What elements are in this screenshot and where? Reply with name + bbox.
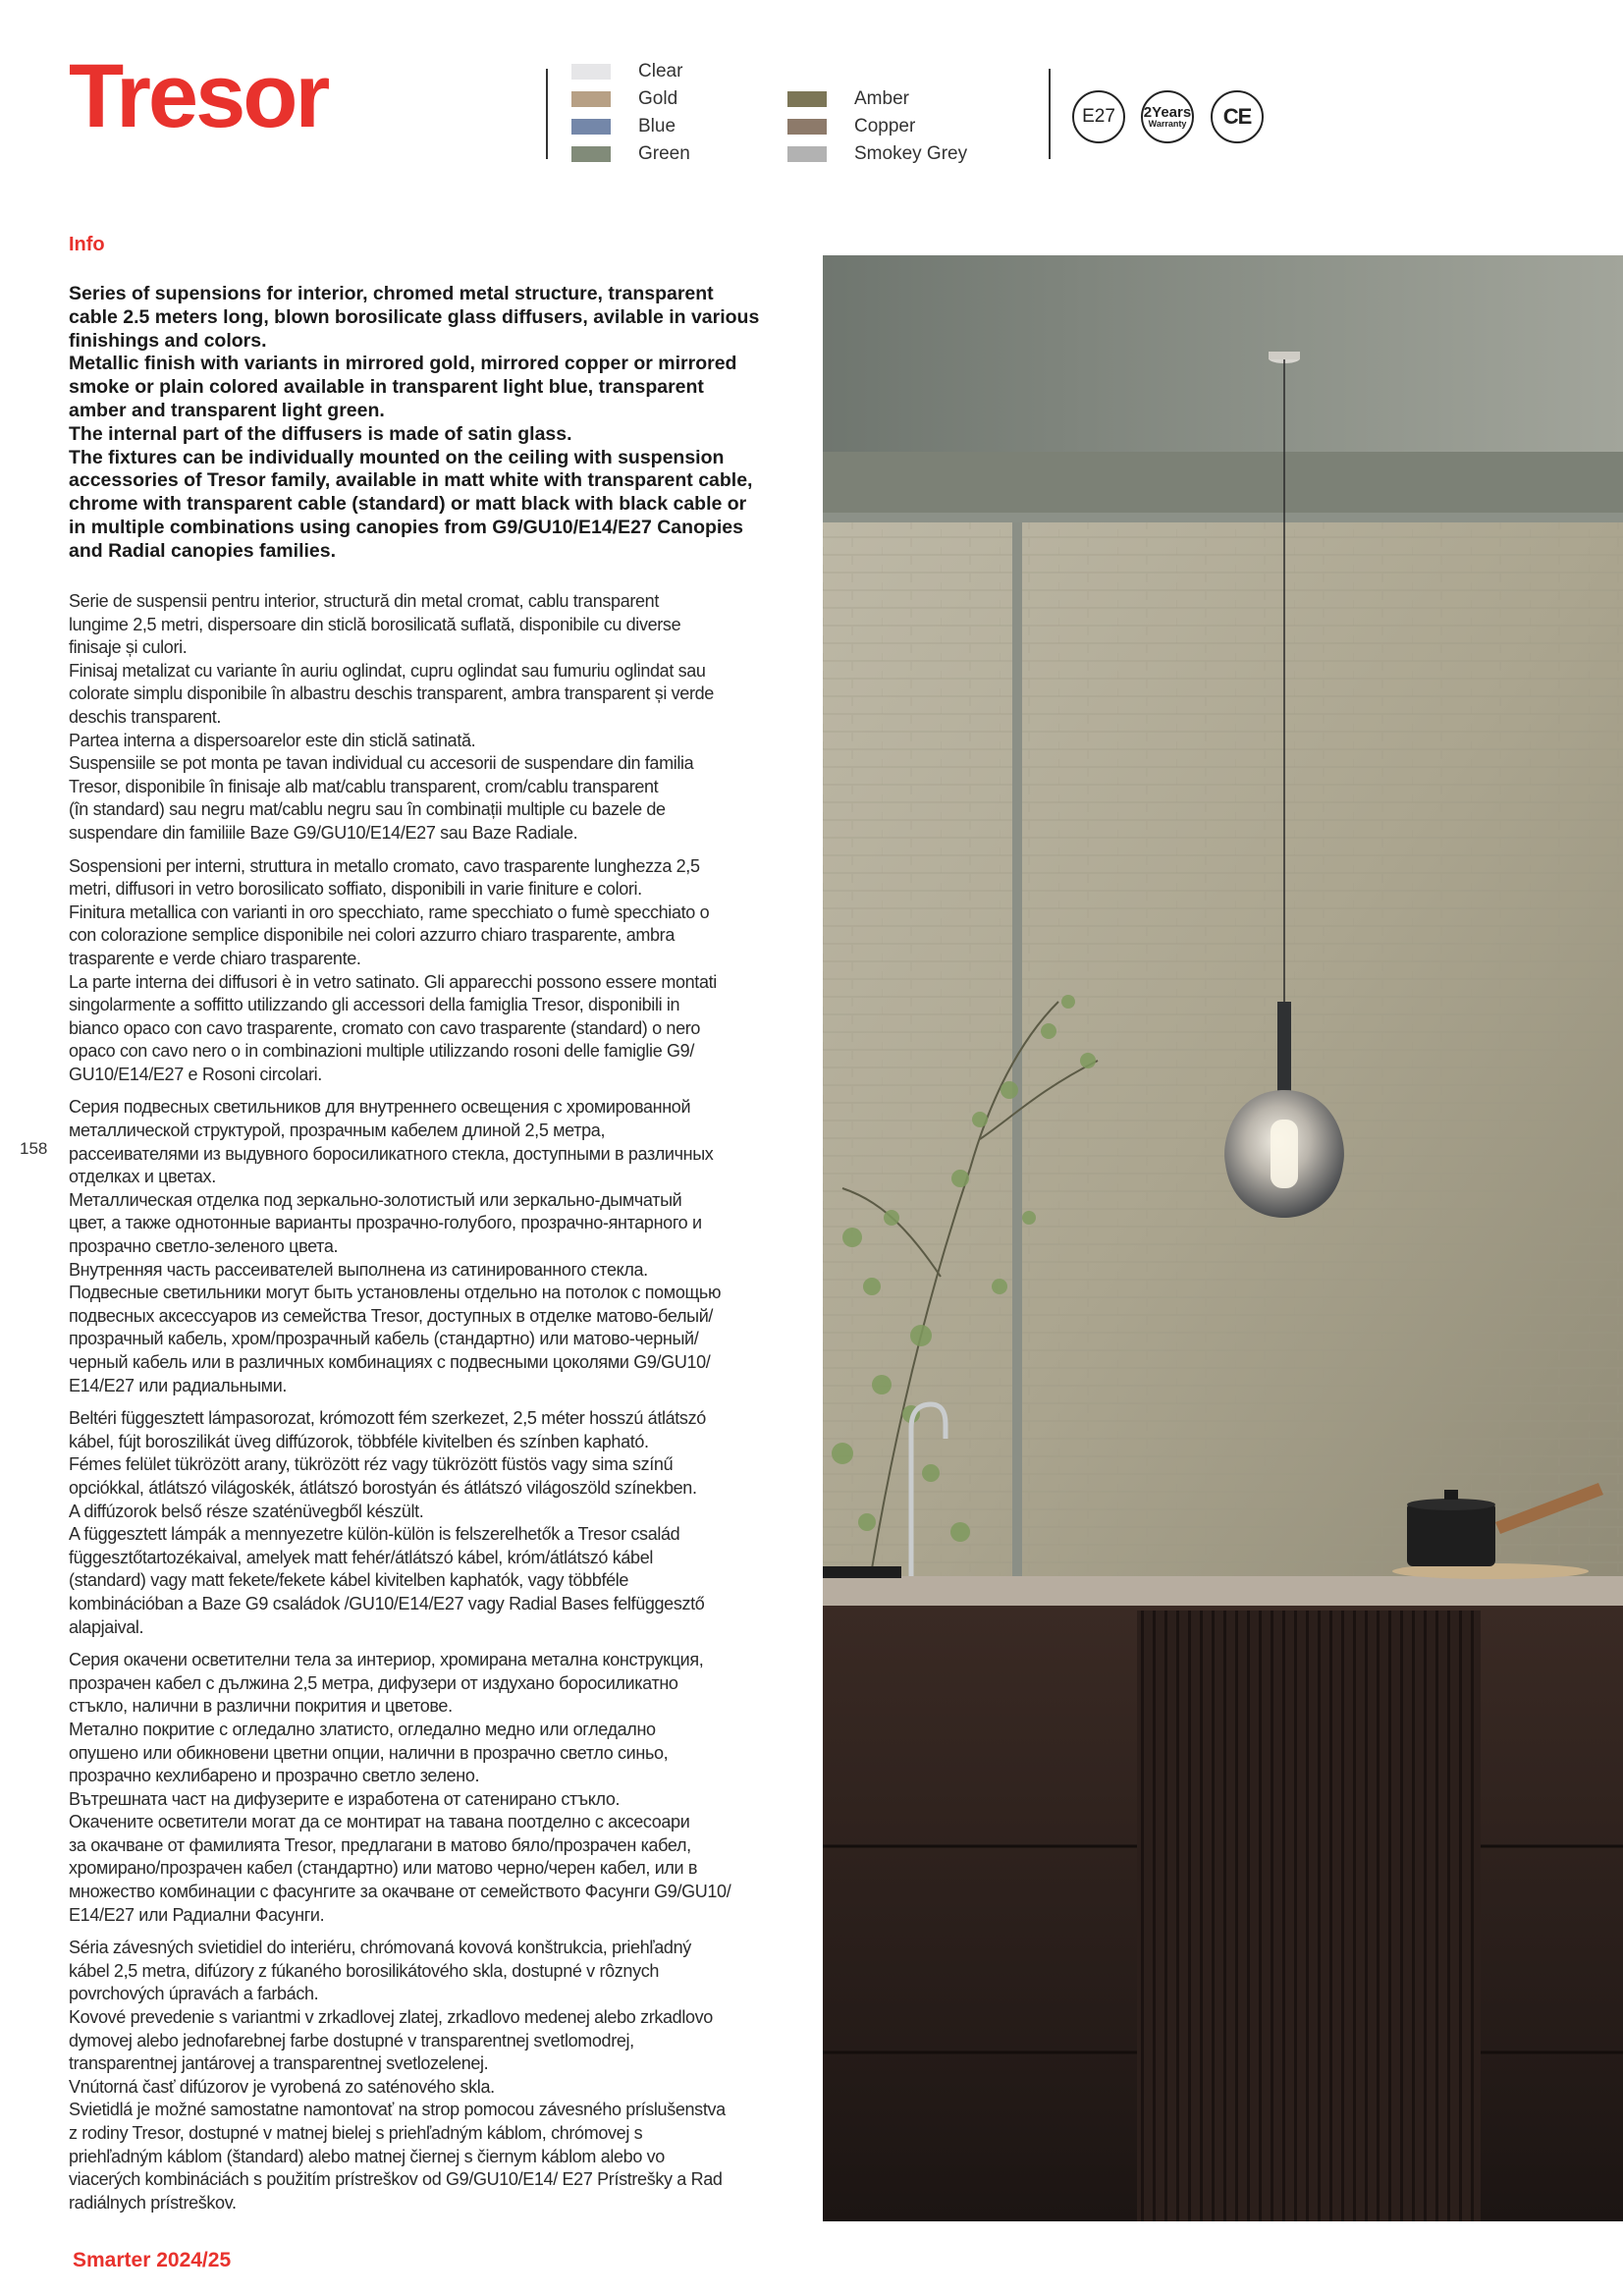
text-line: металлической структурой, прозрачным кабелем длиной 2,5 метра, [69, 1121, 606, 1141]
swatch-label: Gold [638, 88, 678, 109]
swatch-label: Amber [854, 88, 909, 109]
header-divider-right [1049, 69, 1051, 159]
text-line: прозрачно кехлибарено и прозрачно светло зелено. [69, 1766, 480, 1786]
text-line: függesztőtartozékaival, amelyek matt fehér/átlátszó kábel, króm/átlátszó kábel [69, 1547, 654, 1567]
text-line: smoke or plain colored available in transparent light blue, transparent [69, 376, 704, 399]
swatch-label: Green [638, 143, 690, 164]
fluted-cabinet-door [1137, 1611, 1481, 2221]
text-line: A függesztett lámpák a mennyezetre külön-külön is felszerelhetők a Tresor család [69, 1524, 680, 1545]
text-line: Sospensioni per interni, struttura in metallo cromato, cavo trasparente lunghezza 2,5 [69, 855, 700, 876]
text-line: прозрачно светло-зеленого цвета. [69, 1236, 339, 1257]
text-line: kábel 2,5 metra, difúzory z fúkaného borosilikátového skla, dostupné v rôznych [69, 1960, 660, 1981]
text-line: Svietidlá je možné samostatne namontovať na strop pomocou závesného príslušenstva [69, 2100, 726, 2120]
text-line: Tresor, disponibile în finisaje alb mat/cablu transparent, crom/cablu transparent [69, 776, 659, 796]
text-line: Finitura metallica con varianti in oro specchiato, rame specchiato o fumè specchiato o [69, 902, 710, 922]
text-line: подвесных аксессуаров из семейства Tresor, доступных в отделке матово-белый/ [69, 1305, 714, 1326]
text-line: radiálnych prístreškov. [69, 2192, 237, 2213]
text-line: transparentnej jantárovej a transparentnej svetlozelenej. [69, 2053, 489, 2074]
brand-logo-title: Tresor [69, 46, 328, 146]
text-line: accessories of Tresor family, available in matt white with transparent cable, [69, 469, 753, 492]
ce-mark-badge [1211, 90, 1264, 143]
lamp-inner-glow [1271, 1120, 1298, 1188]
text-line: опушено или обикновени цветни опции, налични в прозрачно светло синьо, [69, 1742, 669, 1763]
sink [823, 1566, 901, 1578]
text-line: E14/E27 или радиальными. [69, 1375, 288, 1395]
text-line: kombinációban a Baze G9 családok /GU10/E14/E27 vagy Radial Bases felfüggesztő [69, 1593, 705, 1613]
paragraph-ru [69, 1096, 815, 1397]
text-line: opaco con cavo nero o in combinazioni multiple utilizzando rosoni delle famiglie G9/ [69, 1041, 694, 1062]
warranty-years-label: 2Years [1143, 104, 1192, 121]
swatch-color-chip [787, 119, 827, 135]
text-line: Partea interna a dispersoarelor este din sticlă satinată. [69, 730, 476, 750]
swatch-color-chip [787, 146, 827, 162]
text-line: Serie de suspensii pentru interior, structură din metal cromat, cablu transparent [69, 591, 659, 611]
text-line: прозрачен кабел с дължина 2,5 метра, дифузери от издухано боросиликатно [69, 1672, 678, 1693]
swatch-blue [571, 114, 676, 139]
ceiling [823, 255, 1623, 452]
text-line: alapjaival. [69, 1616, 144, 1637]
text-line: viacerých kombináciách s použitím prístreškov od G9/GU10/E14/ E27 Prístrešky a Rad [69, 2169, 723, 2190]
text-line: con colorazione semplice disponibile nei colori azzurro chiaro trasparente, ambra [69, 925, 675, 946]
text-line: finisaje și culori. [69, 637, 188, 658]
swatch-color-chip [571, 91, 611, 107]
swatch-label: Blue [638, 116, 676, 137]
text-line: за окачване от фамилията Tresor, предлагани в матово бяло/прозрачен кабел, [69, 1834, 691, 1855]
text-line: Finisaj metalizat cu variante în auriu oglindat, cupru oglindat sau fumuriu oglindat sau [69, 660, 706, 681]
text-line: The internal part of the diffusers is made of satin glass. [69, 422, 572, 445]
text-line: deschis transparent. [69, 706, 222, 727]
header-divider-left [546, 69, 548, 159]
paragraph-ro [69, 590, 815, 846]
text-line: цвет, а также однотонные варианты прозрачно-голубого, прозрачно-янтарного и [69, 1213, 702, 1233]
text-line: Séria závesných svietidiel do interiéru, chrómovaná kovová konštrukcia, priehľadný [69, 1938, 691, 1958]
text-line: lungime 2,5 metri, dispersoare din sticlă borosilicată suflată, disponibile cu diverse [69, 614, 681, 634]
text-line: Beltéri függesztett lámpasorozat, krómozott fém szerkezet, 2,5 méter hosszú átlátszó [69, 1408, 706, 1429]
text-line: Металлическая отделка под зеркально-золотистый или зеркально-дымчатый [69, 1189, 682, 1210]
paragraph-hu [69, 1407, 815, 1639]
description-translations [69, 590, 815, 2214]
text-line: amber and transparent light green. [69, 399, 385, 421]
text-line: povrchových úpravách a farbách. [69, 1984, 319, 2004]
text-line: in multiple combinations using canopies from G9/GU10/E14/E27 Canopies [69, 516, 743, 538]
text-line: Окачените осветители могат да се монтират на тавана поотделно с аксесоари [69, 1812, 690, 1832]
text-line: La parte interna dei diffusori è in vetro satinato. Gli apparecchi possono essere montati [69, 971, 717, 992]
e27-socket-label: E27 [1082, 106, 1115, 127]
page-number: 158 [20, 1139, 48, 1158]
paragraph-bg [69, 1649, 815, 1927]
swatch-color-chip [787, 91, 827, 107]
product-photo [823, 255, 1623, 2221]
text-line: Metallic finish with variants in mirrored gold, mirrored copper or mirrored [69, 353, 737, 375]
text-line: Series of supensions for interior, chromed metal structure, transparent [69, 283, 714, 304]
text-line: множество комбинации с фасунгите за окачване от семейството Фасунги G9/GU10/ [69, 1882, 731, 1902]
swatch-clear [571, 59, 682, 84]
swatch-gold [571, 86, 677, 112]
text-line: Серия окачени осветителни тела за интериор, хромирана метална конструкция, [69, 1650, 704, 1670]
text-line: z rodiny Tresor, dostupné v matnej bielej s priehľadným káblom, chrómovej s [69, 2123, 643, 2143]
paragraph-en [69, 283, 815, 564]
swatch-color-chip [571, 146, 611, 162]
info-heading: Info [69, 234, 105, 255]
text-line: Kovové prevedenie s variantmi v zrkadlovej zlatej, zrkadlovo medenej alebo zrkadlovo [69, 2007, 713, 2028]
text-line: Fémes felület tükrözött arany, tükrözött réz vagy tükrözött füstös vagy sima színű [69, 1454, 674, 1475]
e27-socket-badge [1072, 90, 1125, 143]
swatch-label: Clear [638, 61, 683, 82]
lamp-stem [1277, 1002, 1291, 1095]
swatch-smokey-grey [787, 141, 967, 167]
warranty-word-label: Warranty [1148, 119, 1187, 129]
text-line: E14/E27 или Радиални Фасунги. [69, 1904, 325, 1925]
description-english [69, 283, 815, 564]
swatch-label: Copper [854, 116, 916, 137]
text-line: Vnútorná časť difúzorov je vyrobená zo saténového skla. [69, 2076, 495, 2097]
text-line: dymovej alebo jednofarebnej farbe dostupné v transparentnej svetlomodrej, [69, 2030, 634, 2050]
paragraph-sk [69, 1937, 815, 2214]
swatch-copper [787, 114, 915, 139]
footer-catalog-title: Smarter 2024/25 [73, 2249, 232, 2271]
text-line: черный кабель или в различных комбинациях с подвесными цоколями G9/GU10/ [69, 1352, 711, 1372]
text-line: kábel, fújt boroszilikát üveg diffúzorok, többféle kivitelben és színben kapható. [69, 1431, 649, 1451]
text-line: Внутренняя часть рассеивателей выполнена из сатинированного стекла. [69, 1259, 648, 1280]
text-line: chrome with transparent cable (standard) or matt black with black cable or [69, 493, 747, 516]
ce-mark-label: CE [1222, 104, 1252, 129]
swatch-green [571, 141, 690, 167]
text-line: стъкло, налични в различни покрития и цветове. [69, 1696, 453, 1717]
text-line: trasparente e verde chiaro trasparente. [69, 948, 361, 968]
swatch-label: Smokey Grey [854, 143, 968, 164]
text-line: Подвесные светильники могут быть установлены отдельно на потолок с помощью [69, 1283, 722, 1303]
text-line: рассеивателями из выдувного боросиликатного стекла, доступными в различных [69, 1143, 714, 1164]
text-line: A diffúzorok belső része szaténüvegből készült. [69, 1501, 424, 1521]
text-line: (în standard) sau negru mat/cablu negru sau în combinații multiple cu bazele de [69, 799, 666, 820]
paragraph-it [69, 855, 815, 1087]
text-line: Вътрешната част на дифузерите е изработена от сатенирано стъкло. [69, 1788, 621, 1809]
text-line: Серия подвесных светильников для внутреннего освещения с хромированной [69, 1097, 691, 1118]
text-line: cable 2.5 meters long, blown borosilicate glass diffusers, avilable in various [69, 305, 760, 328]
text-line: хромирано/прозрачен кабел (стандартно) или матово черно/черен кабел, или в [69, 1858, 698, 1879]
text-line: The fixtures can be individually mounted on the ceiling with suspension [69, 446, 725, 468]
text-line: colorate simplu disponibile în albastru deschis transparent, ambra transparent și verde [69, 683, 714, 704]
text-line: opciókkal, átlátszó világoskék, átlátszó borostyán és átlátszó világoszöld színekben. [69, 1477, 697, 1498]
text-line: Метално покритие с огледално златисто, огледално медно или огледално [69, 1719, 656, 1739]
text-line: suspendare din familiile Baze G9/GU10/E14/E27 sau Baze Radiale. [69, 822, 578, 843]
text-line: GU10/E14/E27 e Rosoni circolari. [69, 1064, 322, 1084]
text-line: and Radial canopies families. [69, 539, 337, 562]
text-line: отделках и цветах. [69, 1167, 216, 1187]
text-line: Suspensiile se pot monta pe tavan individual cu accesorii de suspendare din familia [69, 753, 694, 774]
swatch-color-chip [571, 119, 611, 135]
warranty-badge [1141, 90, 1194, 143]
text-line: finishings and colors. [69, 329, 267, 352]
swatch-amber [787, 86, 909, 112]
text-line: bianco opaco con cavo trasparente, cromato con cavo trasparente (standard) o nero [69, 1017, 701, 1038]
text-line: priehľadným káblom (štandard) alebo matnej čiernej s čiernym káblom alebo vo [69, 2146, 665, 2166]
text-line: metri, diffusori in vetro borosilicato soffiato, disponibili in varie finiture e colori. [69, 879, 642, 900]
text-line: singolarmente a soffitto utilizzando gli accessori della famiglia Tresor, disponibili in [69, 995, 680, 1015]
text-line: прозрачный кабель, хром/прозрачный кабель (стандартно) или матово-черный/ [69, 1329, 699, 1349]
text-line: (standard) vagy matt fekete/fekete kábel kivitelben kaphatók, vagy többféle [69, 1570, 629, 1591]
countertop [823, 1576, 1623, 1606]
swatch-color-chip [571, 64, 611, 80]
